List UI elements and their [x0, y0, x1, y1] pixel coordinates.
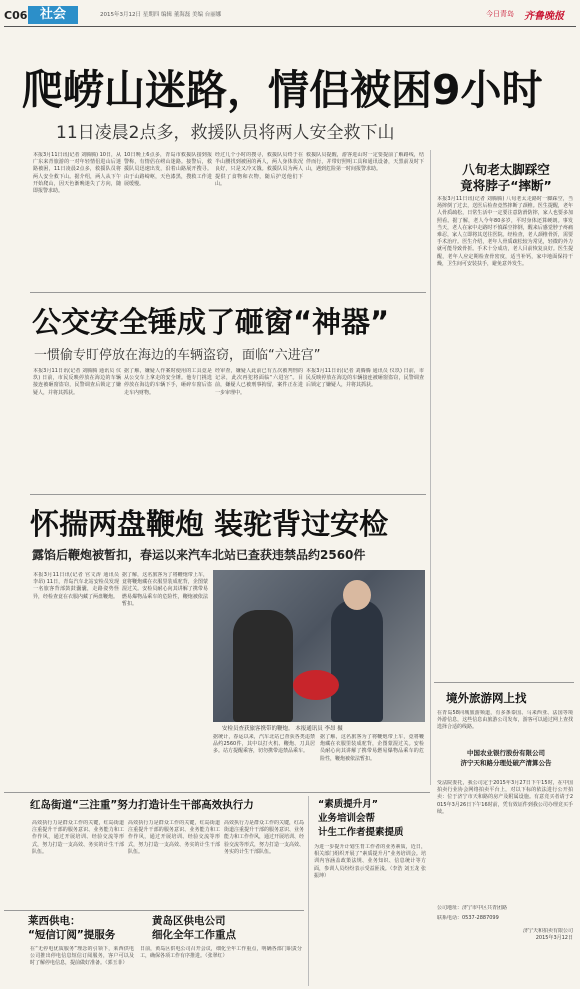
photo-firecrackers	[293, 670, 339, 700]
paper-name: 今日青岛	[486, 10, 514, 18]
photo-figure-head	[343, 580, 371, 610]
sidebar-divider	[434, 682, 574, 683]
bottom2-body: 为进一步提升计划生育工作者的业务素质，近日，相关部门组织开展了“素质提升月”业务培训会。培训内容涵盖政策法规、业务知识、信息统计等方面，参训人员纷纷表示受益匪浅。（李浩 刘玉龙 张振坤）	[314, 844, 426, 879]
article2-subhead: 一惯偷专盯停放在海边的车辆盗窃，面临“六进宫”	[34, 348, 321, 363]
article3-col1: 本报3月11日讯(记者 官文涛 通讯员 李昂) 11日，青岛汽车北站安检员发现一名旅客背部鼓鼓囊囊，走路姿势怪异，经检查竟在衣服内藏了两盘鞭炮。	[33, 572, 119, 600]
bottom-divider	[4, 792, 430, 793]
bottom-vrule	[308, 796, 309, 986]
article2-col1: 本报3月11日讯(记者 刘腾腾 通讯员 仪玖) 日前，市民反映停放在海边的车辆接连被砸窗盗窃，民警调查后锁定了嫌疑人，并将其抓获。	[33, 368, 121, 396]
bottom4-body: 日前，黄岛区供电公司召开会议，细化全年工作重点，明确各部门职责分工，确保各项工作有序推进。（张翠红）	[140, 946, 302, 960]
notice-signature: 济宁天和拍卖有限公司 2015年3月12日	[522, 928, 573, 942]
bottom4-headline: 黄岛区供电公司 细化全年工作重点	[152, 915, 236, 941]
notice-contact: 联系电话：0537-2887099	[437, 915, 499, 921]
photo-figure-officer	[331, 600, 383, 722]
brand-logo: 齐鲁晚报	[524, 11, 564, 22]
article3-headline: 怀揣两盘鞭炮 装驼背过安检	[30, 507, 389, 541]
article2-col4: 本报3月11日讯(记者 刘腾腾 通讯员 仪玖) 日前，市民反映停放在海边的车辆接连被砸窗盗窃，民警调查后锁定了嫌疑人，并将其抓获。	[306, 368, 424, 389]
article3-subhead: 露馅后鞭炮被暂扣，春运以来汽车北站已查获违禁品约2560件	[32, 548, 366, 562]
photo-figure-traveler	[233, 610, 293, 722]
bottom1-col1: 高效执行力是群众工作的关键，红岛街道注重提升干部的服务意识、业务能力和工作作风，通过开展培训、经验交流等形式，努力打造一支高效、务实的计生干部队伍。	[32, 820, 124, 855]
notice-title: 中国农业银行股份有限公司 济宁天和路分理处破产清算公告	[460, 749, 552, 767]
sidebar2-body: 在青岛58同城旅游频道，有多条泰国、马来西亚、法国等境外游信息，这些信息由旅游公司发布，游客可以通过网上查找选择合适的线路。	[437, 710, 573, 731]
article1-col2: 10日晚上6点多，青岛市救援队接到报警称，有情侣在崂山迷路。接警后，救援队员迅速出发，沿着山路展开搜寻。由于山路崎岖，天色漆黑，搜救工作进展缓慢。	[124, 152, 212, 187]
sidebar-vrule	[430, 150, 431, 785]
article1-headline: 爬崂山迷路，情侣被困9小时	[22, 66, 543, 114]
sidebar1-headline: 八旬老太脚踩空 竟将脖子“摔断”	[460, 162, 552, 193]
article1-col4: 救援队员提醒，游客进山时一定要提前了解路线，结伴而行，并带好照明工具和通讯设备，天黑前及时下山，遇到危险第一时间报警求助。	[306, 152, 424, 173]
article3-col2: 据了解，这名旅客为了将鞭炮带上车，竟将鞭炮藏在衣服里装成驼背，企图蒙混过关。安检员耐心向其讲解了携带易燃易爆物品乘车的危险性，鞭炮被依法暂扣。	[122, 572, 208, 607]
bottom1-col3: 高效执行力是群众工作的关键，红岛街道注重提升干部的服务意识、业务能力和工作作风，通过开展培训、经验交流等形式，努力打造一支高效、务实的计生干部队伍。	[224, 820, 304, 855]
news-photo	[213, 570, 425, 722]
divider-2	[30, 494, 426, 495]
header-meta: 2015年3月12日 星期四 编辑 董海磊 美编 台丽娜	[100, 12, 222, 18]
sidebar2-headline: 境外旅游网上找	[446, 691, 527, 705]
article3-col3: 据统计，春运以来，汽车北站已查获各类违禁品约2560件，其中以打火机、鞭炮、刀具居多。站方提醒乘客，切勿携带违禁品乘车。	[213, 734, 315, 755]
bottom2-headline: “素质提升月” 业务培训会帮 计生工作者提素提质	[318, 799, 404, 838]
article2-col2: 据了解，嫌疑人作案时使用的工具竟是从公交车上拿走的安全锤。他专门挑选停放在海边的车辆下手，砸碎车窗后盗走车内财物。	[124, 368, 212, 396]
article2-col3: 经审查，嫌疑人此前已有五次被判刑的记录，此次再犯将面临“六进宫”。目前，嫌疑人已被刑事拘留，案件正在进一步审理中。	[215, 368, 303, 396]
article1-subhead: 11日凌晨2点多，救援队员将两人安全救下山	[56, 123, 395, 143]
notice-body: 受法院委托，我公司定于2015年3月27日下午15时，在中国拍卖行业协会网络拍卖平台上，对以下标的依法进行公开拍卖：位于济宁市天和路的房产及附属设施。有意竞买者请于2015年3月26日下午16时前，凭有效证件到我公司办理竞买手续。	[437, 780, 573, 815]
article2-headline: 公交安全锤成了砸窗“神器”	[32, 305, 390, 339]
bottom-divider-2	[4, 910, 304, 911]
notice-address: 公司地址：济宁市中区共青团路	[437, 905, 508, 911]
article1-col1: 本报3月11日讯(记者 刘腾腾) 10日，从广东来青旅游的一对年轻情侣进山后迷路被困，11日凌晨2点多，救援队员将两人安全救下山。据介绍，两人从下午开始爬山，因天色渐晚迷失了方向，随即报警求助。	[33, 152, 121, 195]
article1-col3: 经过几个小时的搜寻，救援队员终于在半山腰找到被困的两人，两人身体状况良好，只是又冷又饿。救援队员为两人提供了食物和衣物，随后护送他们下山。	[215, 152, 303, 187]
bottom3-headline: 莱西供电： “短信订阅”提服务	[28, 915, 116, 941]
sidebar1-body: 本报3月11日讯(记者 刘腾腾) 八旬老太走路时一脚踩空，当场摔倒了过去，送医后检查竟然摔断了颈椎。医生提醒，老年人骨质疏松，日常生活中一定要注意防滑防摔，家人也要多加照看。据了解，老人今年80多岁，平时身体还算硬朗。事发当天，老人在家中走路时不慎踩空摔倒，醒来后感觉脖子疼痛难忍，家人立即将其送往医院。经检查，老人颈椎骨折，需要手术治疗。医生介绍，老年人骨质疏松较为常见，轻微的外力就可能导致骨折。手术十分成功，老人目前恢复良好。医生提醒，老年人应定期检查骨密度，适当补钙，家中地面保持干燥，卫生间可安装扶手，避免意外发生。	[437, 196, 573, 267]
header-rule	[4, 26, 576, 27]
photo-caption: 安检员查获旅客携带的鞭炮。 本报通讯员 李昂 摄	[222, 726, 343, 732]
bottom3-body: 在“无停电优质服务”理念的引领下，莱西供电公司推出停电信息短信订阅服务，客户可以及时了解停电信息，提前做好准备。（郭玉菲）	[30, 946, 134, 967]
bottom1-col2: 高效执行力是群众工作的关键，红岛街道注重提升干部的服务意识、业务能力和工作作风，通过开展培训、经验交流等形式，努力打造一支高效、务实的计生干部队伍。	[128, 820, 220, 855]
page-number: C06	[4, 9, 28, 22]
divider-1	[30, 292, 426, 293]
bottom1-headline: 红岛街道“三注重”努力打造计生干部高效执行力	[30, 799, 254, 811]
section-badge: 社会	[28, 6, 78, 24]
article3-col4: 据了解，这名旅客为了将鞭炮带上车，竟将鞭炮藏在衣服里装成驼背，企图蒙混过关。安检员耐心向其讲解了携带易燃易爆物品乘车的危险性，鞭炮被依法暂扣。	[320, 734, 424, 762]
